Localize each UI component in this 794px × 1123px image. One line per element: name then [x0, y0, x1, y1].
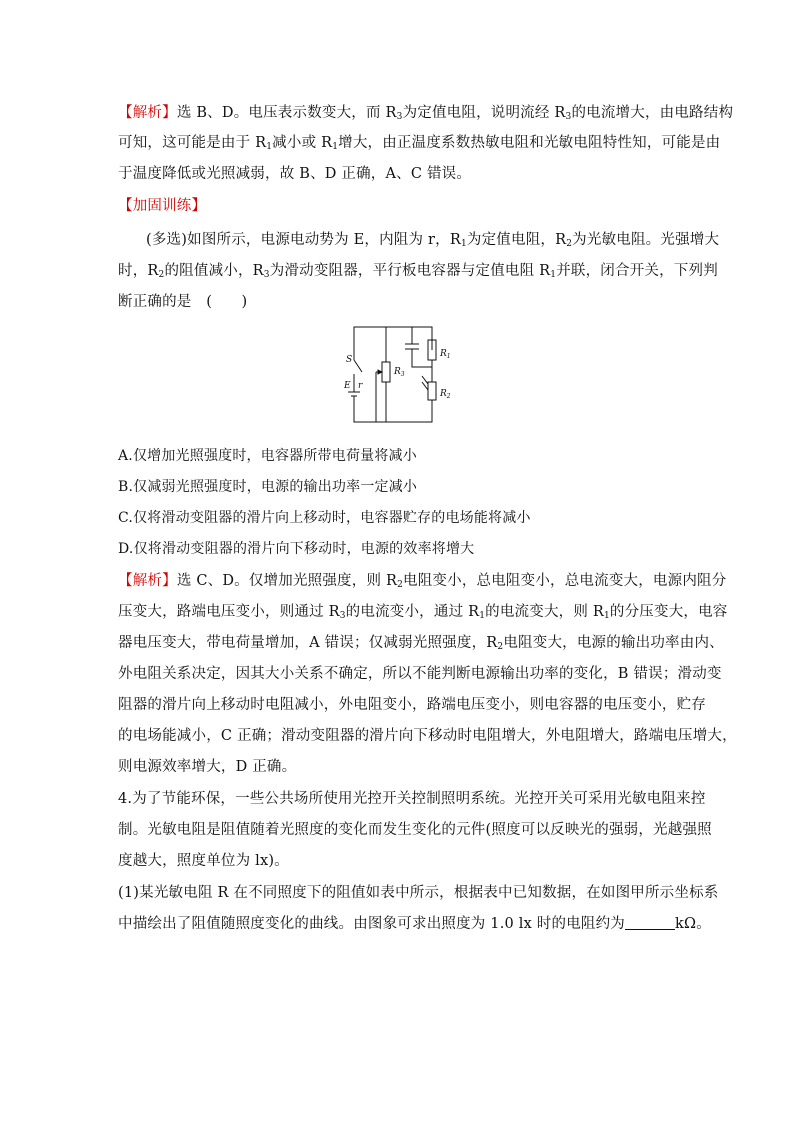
q4-line-3: 度越大，照度单位为 lx)。	[118, 853, 289, 869]
analysis-1-line-1: 【解析】选 B、D。电压表示数变大，而 $R_3$为定值电阻，说明流经 $R_3$的电流增大，由电路结构	[118, 105, 734, 122]
analysis-1-line-2: 可知，这可能是由于 $R_1$减小或 $R_1$增大，由正温度系数热敏电阻和光敏电阻特性知，可能是由	[118, 135, 721, 152]
option-c: C.仅将滑动变阻器的滑片向上移动时，电容器贮存的电场能将减小	[118, 510, 531, 526]
question-line-1: (多选)如图所示，电源电动势为 E，内阻为 r，$R_1$为定值电阻，$R_2$为光敏电阻。光强增大	[146, 232, 720, 249]
analysis-tag: 【解析】	[118, 105, 177, 121]
question-line-3: 断正确的是 ( )	[118, 294, 248, 310]
q4-line-2: 制。光敏电阻是阻值随着光照度的变化而发生变化的元件(照度可以反映光的强弱，光越强照	[118, 822, 712, 838]
question-line-2: 时，$R_2$的阻值减小，$R_3$为滑动变阻器，平行板电容器与定值电阻 $R_1$并联，闭合开关，下列判	[118, 263, 718, 280]
answer-blank[interactable]	[625, 915, 675, 930]
analysis-1-line-3: 于温度降低或光照减弱，故 B、D 正确，A、C 错误。	[118, 166, 472, 182]
option-d: D.仅将滑动变阻器的滑片向下移动时，电源的效率将增大	[118, 541, 475, 557]
q4-line-4: (1)某光敏电阻 R 在不同照度下的阻值如表中所示，根据表中已知数据，在如图甲所示坐标系	[118, 885, 719, 901]
r2-body	[428, 382, 436, 400]
q4-line-5: 中描绘出了阻值随照度变化的曲线。由图象可求出照度为 1.0 lx 时的电阻约为 kΩ。	[118, 916, 711, 932]
switch-blade	[354, 360, 362, 372]
analysis-2-line-3: 器电压变大，带电荷量增加，A 错误；仅减弱光照强度，$R_2$电阻变大，电源的输出功率由内、	[118, 635, 724, 652]
analysis-2-line-1: 【解析】选 C、D。仅增加光照强度，则 $R_2$电阻变小，总电阻变小，总电流变大，电源内阻分	[118, 573, 727, 590]
analysis-2-line-4: 外电阻关系决定，因其大小关系不确定，所以不能判断电源输出功率的变化，B 错误；滑动变	[118, 666, 722, 682]
analysis-2-line-5: 阻器的滑片向上移动时电阻减小，外电阻变小，路端电压变小，则电容器的电压变小，贮存	[118, 697, 706, 713]
option-a: A.仅增加光照强度时，电容器所带电荷量将减小	[118, 448, 417, 464]
label-r2: $R_2$	[440, 389, 451, 400]
label-s: S	[346, 355, 353, 365]
label-r1: $R_1$	[440, 349, 451, 360]
analysis-2-line-7: 则电源效率增大，D 正确。	[118, 759, 297, 775]
analysis-2-line-2: 压变大，路端电压变小，则通过 $R_3$的电流变小，通过 $R_1$的电流变大，则 $R_1$的分压变大，电容	[118, 604, 728, 621]
label-r3: $R_3$	[394, 367, 405, 378]
reinforcement-heading: 【加固训练】	[118, 198, 207, 214]
option-b: B.仅减弱光照强度时，电源的输出功率一定减小	[118, 479, 418, 495]
r3-body	[382, 362, 390, 382]
label-r: r	[358, 381, 363, 391]
analysis-2-line-6: 的电场能减小，C 正确；滑动变阻器的滑片向下移动时电阻增大，外电阻增大，路端电压增大，	[118, 728, 737, 744]
q4-line-1: 4.为了节能环保，一些公共场所使用光控开关控制照明系统。光控开关可采用光敏电阻来控	[118, 791, 706, 807]
label-e: E	[344, 381, 351, 391]
circuit-diagram	[344, 322, 456, 426]
